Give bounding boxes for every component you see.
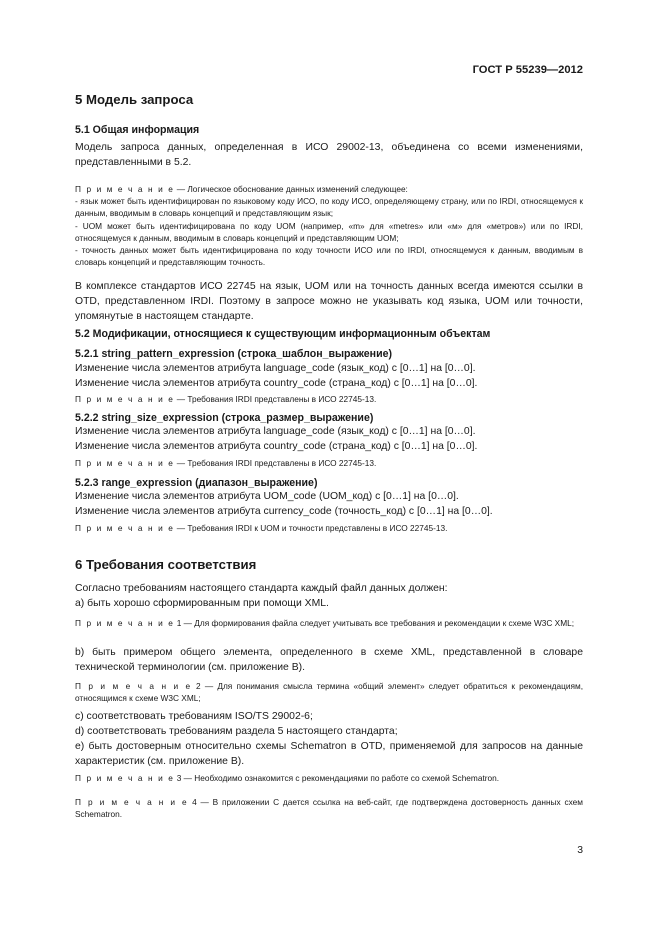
text-line: Изменение числа элементов атрибута language_code (язык_код) с [0…1] на [0…0]. — [75, 363, 476, 374]
list-item-a: a) быть хорошо сформированным при помощи XML. — [75, 598, 329, 609]
note-text: — Требования IRDI к UOM и точности представлены в ИСО 22745-13. — [176, 523, 448, 533]
note-text: 3 — Необходимо ознакомится с рекомендациями по работе со схемой Schematron. — [176, 773, 500, 783]
note-text: 1 — Для формирования файла следует учитывать все требования и рекомендации к схеме W3C XML; — [176, 618, 575, 628]
note-5-2-1 — [75, 393, 583, 405]
section-5-1-paragraph — [75, 140, 583, 170]
section-6-title: 6 Требования соответствия — [75, 557, 257, 572]
section-5-2-2-title: 5.2.2 string_size_expression (строка_размер_выражение) — [75, 412, 374, 424]
note-lead: П р и м е ч а н и е — [75, 773, 175, 783]
note-lead: П р и м е ч а н и е — [75, 394, 175, 404]
note-text: — Логическое обоснование данных изменений следующее: — [176, 184, 408, 194]
section-5-1-paragraph-2: В комплексе стандартов ИСО 22745 на язык, UOM или на точность данных всегда имеются ссылки в OTD, представленном IRDI. Поэтому в запросе можно не указывать код языка, UOM или точности, упомянутые в настоящем стандарте. — [75, 281, 583, 322]
text-line: Изменение числа элементов атрибута UOM_code (UOM_код) с [0…1] на [0…0]. — [75, 491, 459, 502]
list-item-b: b) быть примером общего элемента, определенного в схеме XML, представленной в словаре технической терминологии (см. приложение В). — [75, 647, 583, 673]
note-5-2-3 — [75, 522, 583, 534]
note-6-2 — [75, 680, 583, 704]
list-item-d: d) соответствовать требованиям раздела 5 настоящего стандарта; — [75, 726, 398, 737]
section-5-title: 5 Модель запроса — [75, 92, 194, 107]
note-bullet: - UOM может быть идентифицирована по коду UOM (например, «m» для «metres» или «м» для «метров») или по IRDI, относящемуся к данным, вводимым в словарь концепций и представляющим UOM; — [75, 220, 583, 243]
note-text: 2 — Для понимания смысла термина «общий элемент» следует обратиться к рекомендациям, относящимся к схеме W3C XML; — [75, 681, 583, 704]
section-5-1-title: 5.1 Общая информация — [75, 124, 200, 136]
section-5-2-3-body — [75, 489, 583, 519]
note-lead: П р и м е ч а н и е — [75, 523, 175, 533]
text-line: Изменение числа элементов атрибута country_code (страна_код) с [0…1] на [0…0]. — [75, 441, 478, 452]
section-5-2-1-body — [75, 361, 583, 391]
section-5-2-3-title: 5.2.3 range_expression (диапазон_выражение) — [75, 477, 318, 489]
text-line: Изменение числа элементов атрибута language_code (язык_код) с [0…1] на [0…0]. — [75, 426, 476, 437]
note-lead: П р и м е ч а н и е — [75, 797, 189, 807]
note-5-2-2 — [75, 457, 583, 469]
note-bullet: - язык может быть идентифицирован по языковому коду ИСО, по коду ИСО, определяющему страну, или по IRDI, относящемуся к данным, вводимым в словарь концепций и представляющим язык; — [75, 196, 583, 219]
section-6-list — [75, 709, 583, 769]
note-6-1 — [75, 617, 583, 629]
note-5-1 — [75, 183, 583, 268]
text-line: Изменение числа элементов атрибута country_code (страна_код) с [0…1] на [0…0]. — [75, 378, 478, 389]
list-item-c: c) соответствовать требованиям ISO/TS 29002-6; — [75, 711, 313, 722]
note-lead: П р и м е ч а н и е — [75, 458, 175, 468]
note-text: — Требования IRDI представлены в ИСО 22745-13. — [176, 458, 377, 468]
section-5-2-title: 5.2 Модификации, относящиеся к существующим информационным объектам — [75, 328, 491, 340]
paragraph-text: Модель запроса данных, определенная в ИСО 29002-13, объединена со всеми изменениями, представленными в 5.2. — [75, 142, 583, 168]
note-text: — Требования IRDI представлены в ИСО 22745-13. — [176, 394, 377, 404]
note-6-4 — [75, 796, 583, 820]
note-6-3 — [75, 772, 583, 784]
note-bullet: - точность данных может быть идентифицирована по коду точности ИСО или по IRDI, относящемуся к данным, вводимым в словарь концепций и представляющим точность. — [75, 245, 583, 268]
text-line: Изменение числа элементов атрибута currency_code (точность_код) с [0…1] на [0…0]. — [75, 506, 493, 517]
note-lead: П р и м е ч а н и е — [75, 681, 192, 691]
section-5-2-2-body — [75, 424, 583, 454]
note-lead: П р и м е ч а н и е — [75, 184, 175, 194]
page-number: 3 — [577, 845, 583, 856]
note-text: 4 — В приложении С дается ссылка на веб-сайт, где подтверждена достоверность данных схем Schematron. — [75, 797, 584, 820]
section-5-2-1-title: 5.2.1 string_pattern_expression (строка_шаблон_выражение) — [75, 348, 393, 360]
text-line: Согласно требованиям настоящего стандарта каждый файл данных должен: — [75, 583, 448, 594]
list-item-e: e) быть достоверным относительно схемы Schematron в OTD, применяемой для запросов на данные характеристик (см. приложение В). — [75, 741, 583, 767]
section-6-intro — [75, 581, 583, 611]
standard-header: ГОСТ Р 55239—2012 — [472, 64, 583, 76]
note-lead: П р и м е ч а н и е — [75, 618, 175, 628]
